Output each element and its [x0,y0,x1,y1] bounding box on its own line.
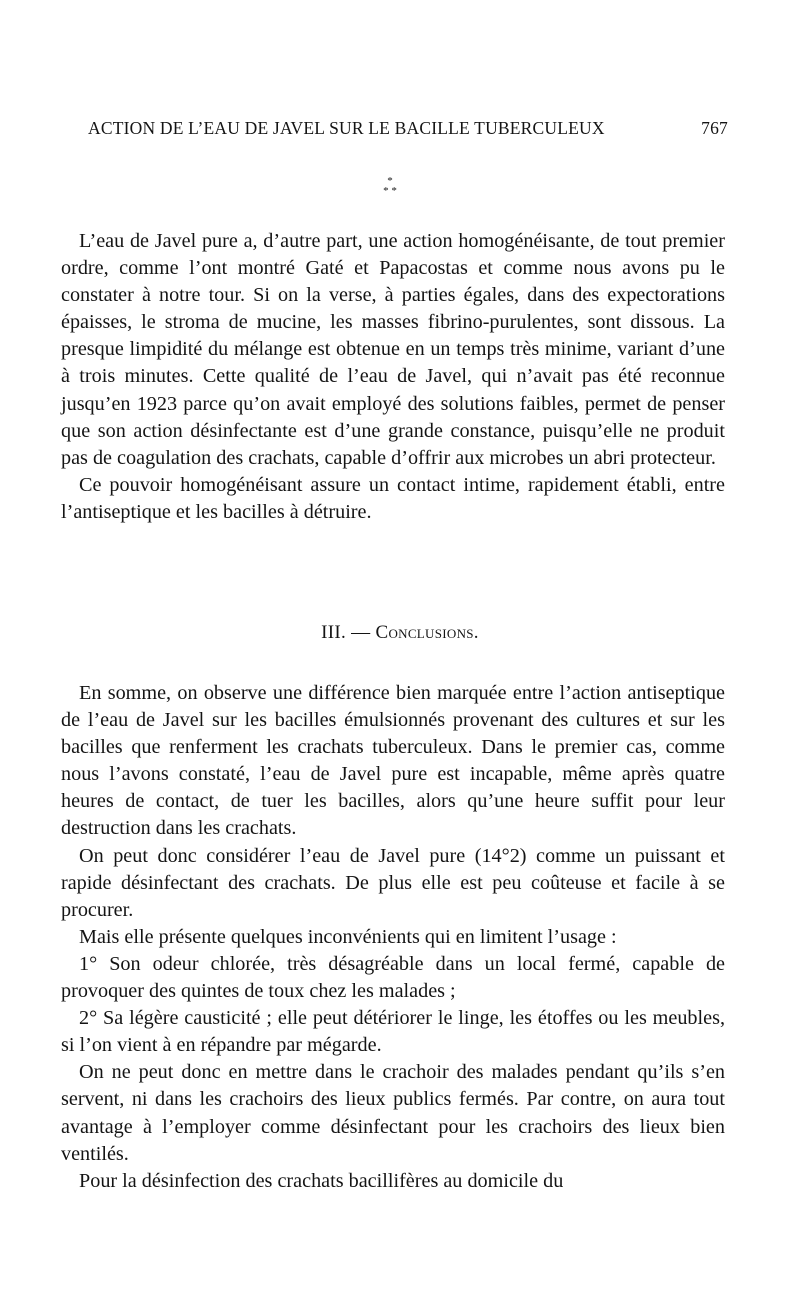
paragraph: Pour la désinfection des crachats bacillifères au domicile du [79,1169,564,1192]
text-block-homogenization [61,228,725,526]
page-number: 767 [701,118,728,138]
section-heading-number: III. — [321,622,371,643]
paragraph: En somme, on observe une différence bien marquée entre l’action antiseptique de l’eau de Javel sur les bacilles émulsionnés provenant des cultures et sur les bacilles que renferment les crachats tuberculeux. Dans le premier cas, comme nous l’avons constaté, l’eau de Javel pure est incapable, même après quatre heures de contact, de tuer les bacilles, alors qu’une heure suffit pour leur destruction dans les crachats. [61,682,725,840]
paragraph: On ne peut donc en mettre dans le crachoir des malades pendant qu’ils s’en servent, ni dans les crachoirs des lieux publics fermés. Par contre, on aura tout avantage à l’employer comme désinfectant pour les crachoirs des lieux bien ventilés. [61,1061,725,1165]
section-heading [0,622,800,644]
asterism-top: * [387,175,393,187]
asterism-bottom: * * [383,185,397,197]
paragraph: On peut donc considérer l’eau de Javel pure (14°2) comme un puissant et rapide désinfectant des crachats. De plus elle est peu coûteuse et facile à se procurer. [61,844,725,921]
section-heading-title: Conclusions. [375,622,479,643]
paragraph: L’eau de Javel pure a, d’autre part, une action homogénéisante, de tout premier ordre, comme l’ont montré Gaté et Papacostas et comme nous avons pu le constater à notre tour. Si on la verse, à parties égales, dans des expectorations épaisses, le stroma de mucine, les masses fibrino-purulentes, sont dissous. La presque limpidité du mélange est obtenue en un temps très minime, variant d’une à trois minutes. Cette qualité de l’eau de Javel, qui n’avait pas été reconnue jusqu’en 1923 parce qu’on avait employé des solutions faibles, permet de penser que son action désinfectante est d’une grande constance, puisqu’elle ne produit pas de coagulation des crachats, capable d’offrir aux microbes un abri protecteur. [61,230,725,469]
paragraph: 1° Son odeur chlorée, très désagréable dans un local fermé, capable de provoquer des quintes de toux chez les malades ; [61,952,725,1003]
section-separator-asterism [370,176,410,196]
paragraph: 2° Sa légère causticité ; elle peut détériorer le linge, les étoffes ou les meubles, si l’on vient à en répandre par mégarde. [61,1007,725,1057]
running-title: ACTION DE L’EAU DE JAVEL SUR LE BACILLE TUBERCULEUX [88,118,605,138]
paragraph: Ce pouvoir homogénéisant assure un contact intime, rapidement établi, entre l’antiseptique et les bacilles à détruire. [61,473,725,523]
text-block-conclusions [61,680,725,1195]
paragraph: Mais elle présente quelques inconvénients qui en limitent l’usage : [79,925,617,948]
